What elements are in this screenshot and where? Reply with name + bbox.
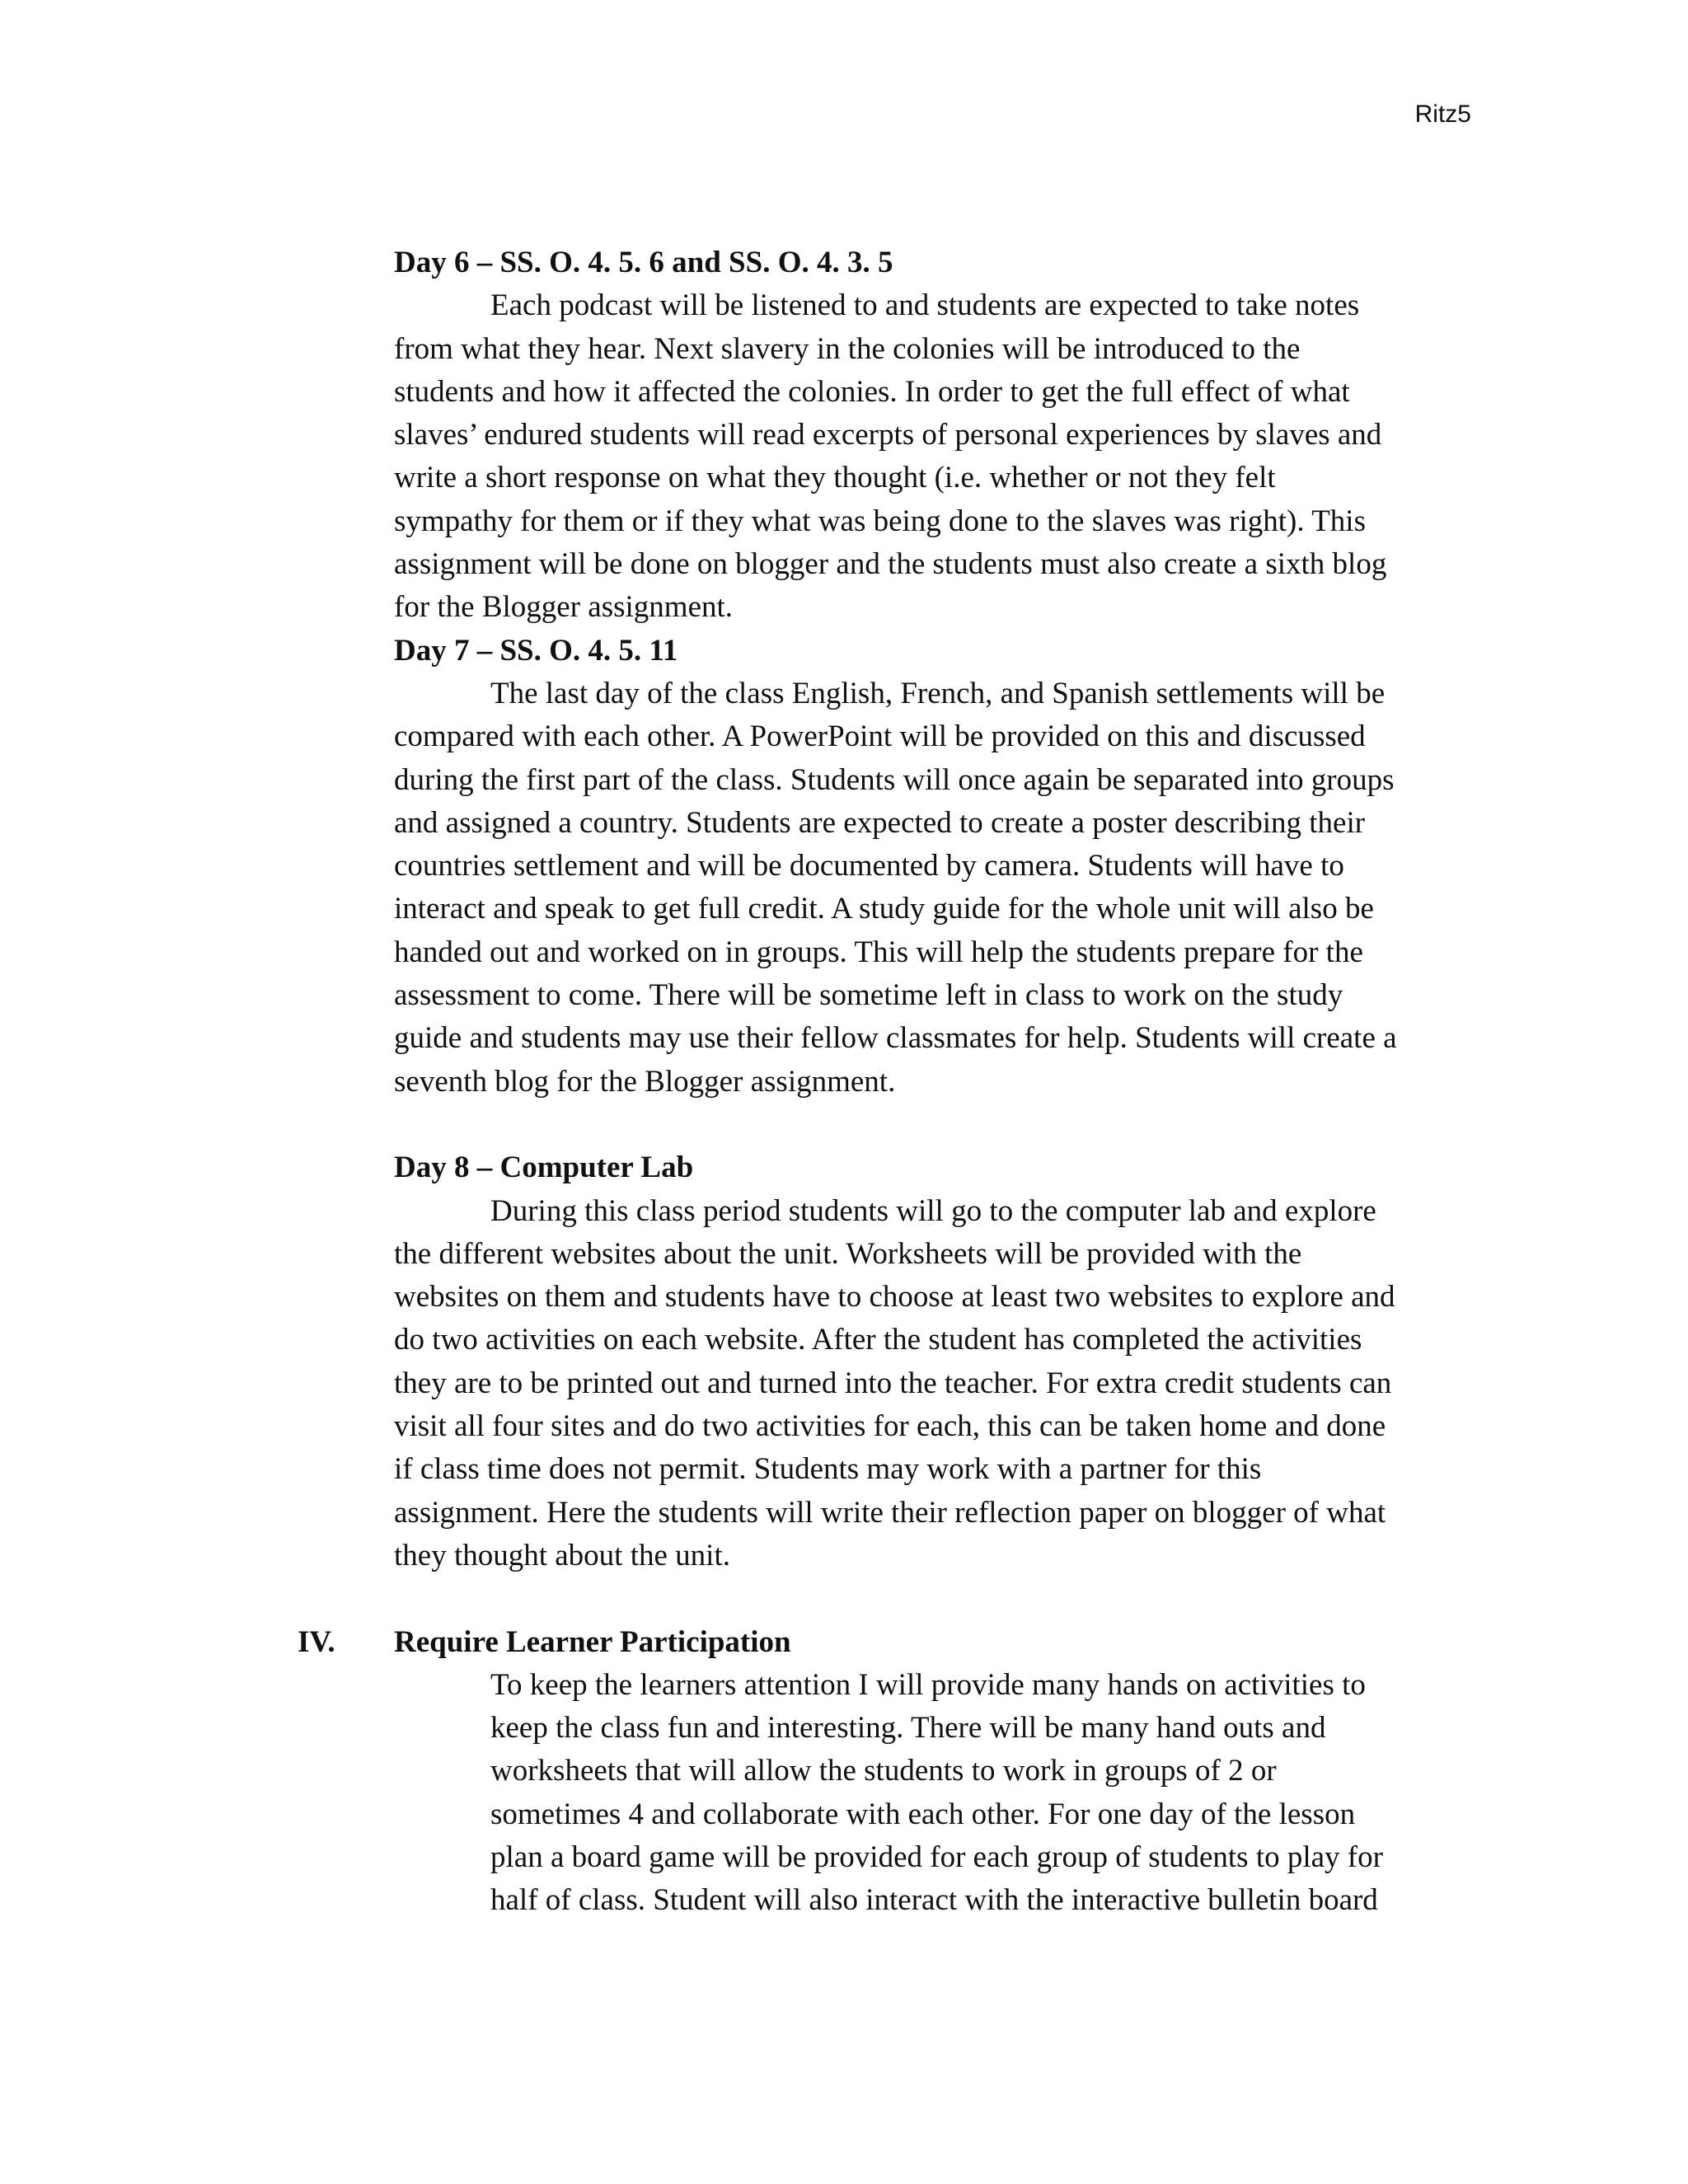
paragraph-line: handed out and worked on in groups. This will help the students prepare for the xyxy=(394,935,1363,969)
paragraph-line: from what they hear. Next slavery in the colonies will be introduced to the xyxy=(394,331,1301,366)
paragraph-line: worksheets that will allow the students to work in groups of 2 or xyxy=(490,1754,1277,1788)
paragraph-line: students and how it affected the colonies. In order to get the full effect of what xyxy=(394,374,1350,409)
paragraph-line: slaves’ endured students will read excerpts of personal experiences by slaves and xyxy=(394,418,1382,452)
paragraph-line: The last day of the class English, French, and Spanish settlements will be xyxy=(490,676,1386,710)
day8-heading: Day 8 – Computer Lab xyxy=(394,1151,694,1185)
section-iv-paragraph xyxy=(490,1664,1489,1923)
paragraph-line: do two activities on each website. After the student has completed the activities xyxy=(394,1323,1362,1357)
paragraph-line: sometimes 4 and collaborate with each other. For one day of the lesson xyxy=(490,1797,1356,1831)
paragraph-line: visit all four sites and do two activities for each, this can be taken home and done xyxy=(394,1409,1386,1444)
paragraph-line: the different websites about the unit. Worksheets will be provided with the xyxy=(394,1236,1302,1271)
day6-heading: Day 6 – SS. O. 4. 5. 6 and SS. O. 4. 3. 5 xyxy=(394,246,893,279)
paragraph-line: interact and speak to get full credit. A study guide for the whole unit will also be xyxy=(394,892,1374,926)
page-header-label: Ritz5 xyxy=(1414,101,1471,128)
section-iv xyxy=(298,1621,1489,1923)
paragraph-line: assignment. Here the students will write their reflection paper on blogger of what xyxy=(394,1495,1386,1530)
paragraph-line: websites on them and students have to choose at least two websites to explore and xyxy=(394,1280,1395,1315)
paragraph-line: assessment to come. There will be sometime left in class to work on the study xyxy=(394,978,1343,1013)
paragraph-line: they thought about the unit. xyxy=(394,1538,730,1572)
paragraph-line: for the Blogger assignment. xyxy=(394,590,734,625)
document-body xyxy=(298,241,1489,1923)
paragraph-line: plan a board game will be provided for each group of students to play for xyxy=(490,1840,1383,1874)
paragraph-line: seventh blog for the Blogger assignment. xyxy=(394,1064,896,1099)
paragraph-line: and assigned a country. Students are expected to create a poster describing their xyxy=(394,805,1366,840)
paragraph-line: they are to be printed out and turned into the teacher. For extra credit students can xyxy=(394,1366,1392,1400)
paragraph-line: half of class. Student will also interact with the interactive bulletin board xyxy=(490,1883,1378,1918)
paragraph-line: sympathy for them or if they what was being done to the slaves was right). This xyxy=(394,504,1366,538)
paragraph-line: guide and students may use their fellow classmates for help. Students will create a xyxy=(394,1021,1397,1056)
day8-paragraph xyxy=(394,1190,1489,1578)
paragraph-line: Each podcast will be listened to and students are expected to take notes xyxy=(490,288,1360,323)
day7-heading: Day 7 – SS. O. 4. 5. 11 xyxy=(394,633,678,668)
paragraph-line: assignment will be done on blogger and the students must also create a sixth blog xyxy=(394,547,1387,582)
paragraph-line: during the first part of the class. Students will once again be separated into groups xyxy=(394,762,1395,797)
paragraph-line: write a short response on what they thought (i.e. whether or not they felt xyxy=(394,461,1276,495)
paragraph-line: compared with each other. A PowerPoint will be provided on this and discussed xyxy=(394,719,1366,754)
section-iv-heading: Require Learner Participation xyxy=(394,1624,791,1659)
day6-paragraph xyxy=(394,284,1489,629)
paragraph-line: keep the class fun and interesting. There will be many hand outs and xyxy=(490,1711,1326,1746)
blank-line xyxy=(394,1104,1489,1146)
paragraph-line: if class time does not permit. Students may work with a partner for this xyxy=(394,1452,1262,1487)
paragraph-line: During this class period students will go to the computer lab and explore xyxy=(490,1193,1376,1228)
section-number: IV. xyxy=(298,1624,335,1659)
blank-line xyxy=(394,1577,1489,1620)
paragraph-line: To keep the learners attention I will provide many hands on activities to xyxy=(490,1667,1366,1702)
paragraph-line: countries settlement and will be documented by camera. Students will have to xyxy=(394,849,1344,883)
day7-paragraph xyxy=(394,673,1489,1104)
